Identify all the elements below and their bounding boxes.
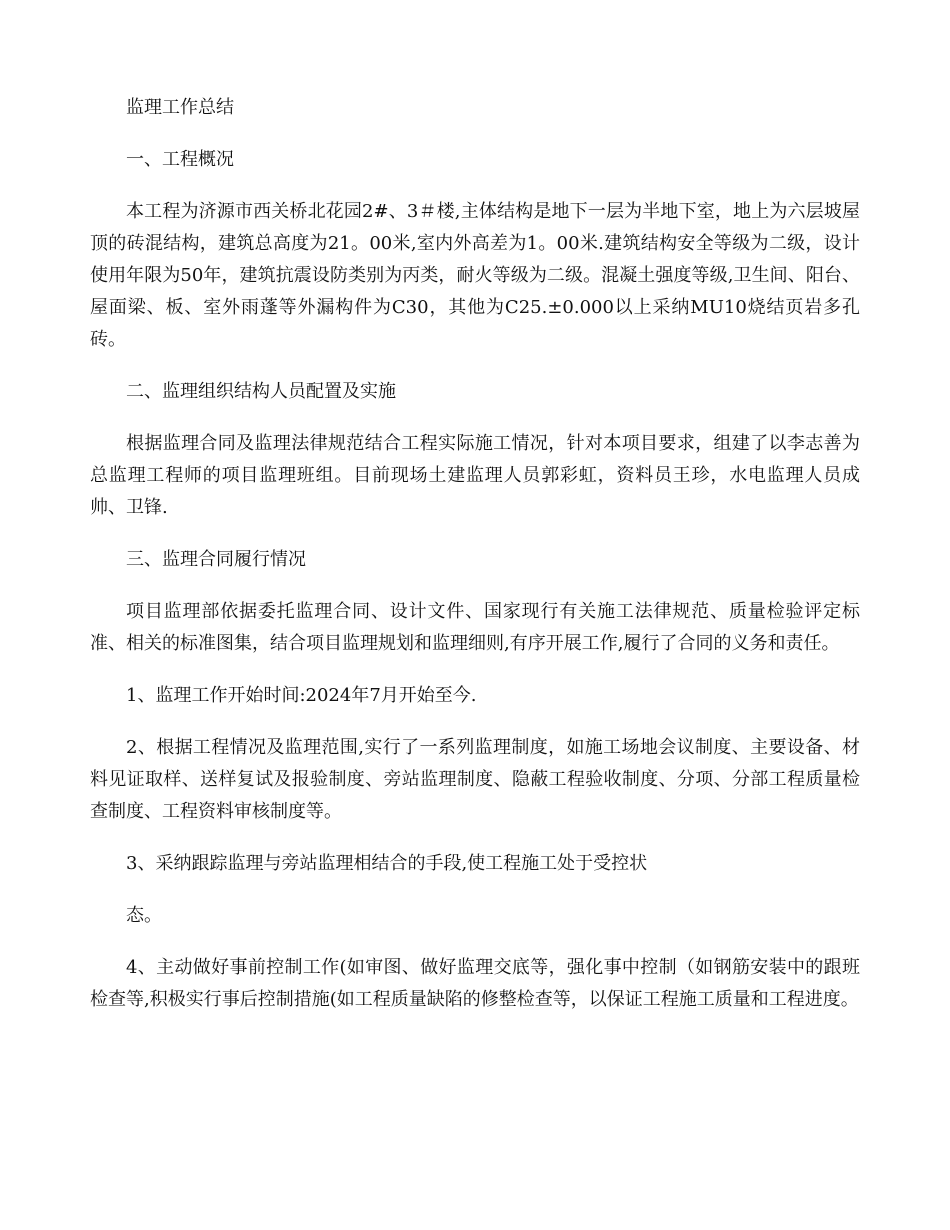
section-heading-organization: 二、监理组织结构人员配置及实施 — [126, 381, 396, 402]
list-item-3: 3、采纳跟踪监理与旁站监理相结合的手段,使工程施工处于受控状 — [126, 853, 648, 874]
paragraph-organization: 根据监理合同及监理法律规范结合工程实际施工情况，针对本项目要求，组建了以李志善为总监理工程师的项目监理班组。目前现场土建监理人员郭彩虹，资料员王珍，水电监理人员成帅、卫锋. — [90, 433, 860, 518]
list-item-2: 2、根据工程情况及监理范围,实行了一系列监理制度，如施工场地会议制度、主要设备、材料见证取样、送样复试及报验制度、旁站监理制度、隐蔽工程验收制度、分项、分部工程质量检查制度、工程资料审核制度等。 — [90, 737, 860, 822]
list-item-3-continuation: 态。 — [126, 905, 162, 926]
list-item-1: 1、监理工作开始时间:2024年7月开始至今. — [126, 685, 477, 706]
paragraph-project-overview: 本工程为济源市西关桥北花园2#、3＃楼,主体结构是地下一层为半地下室，地上为六层坡屋顶的砖混结构，建筑总高度为21。00米,室内外高差为1。00米.建筑结构安全等级为二级，设计使用年限为50年，建筑抗震设防类别为丙类，耐火等级为二级。混凝土强度等级,卫生间、阳台、屋面梁、板、室外雨蓬等外漏构件为C30，其他为C25.±0.000以上采纳MU10烧结页岩多孔砖。 — [90, 201, 860, 350]
paragraph-contract-performance: 项目监理部依据委托监理合同、设计文件、国家现行有关施工法律规范、质量检验评定标准、相关的标准图集，结合项目监理规划和监理细则,有序开展工作,履行了合同的义务和责任。 — [90, 601, 860, 654]
section-heading-contract-performance: 三、监理合同履行情况 — [126, 549, 306, 570]
list-item-4: 4、主动做好事前控制工作(如审图、做好监理交底等，强化事中控制（如钢筋安装中的跟班检查等,积极实行事后控制措施(如工程质量缺陷的修整检查等，以保证工程施工质量和工程进度。 — [90, 957, 860, 1010]
section-heading-project-overview: 一、工程概况 — [126, 149, 234, 170]
document-title: 监理工作总结 — [126, 97, 234, 118]
